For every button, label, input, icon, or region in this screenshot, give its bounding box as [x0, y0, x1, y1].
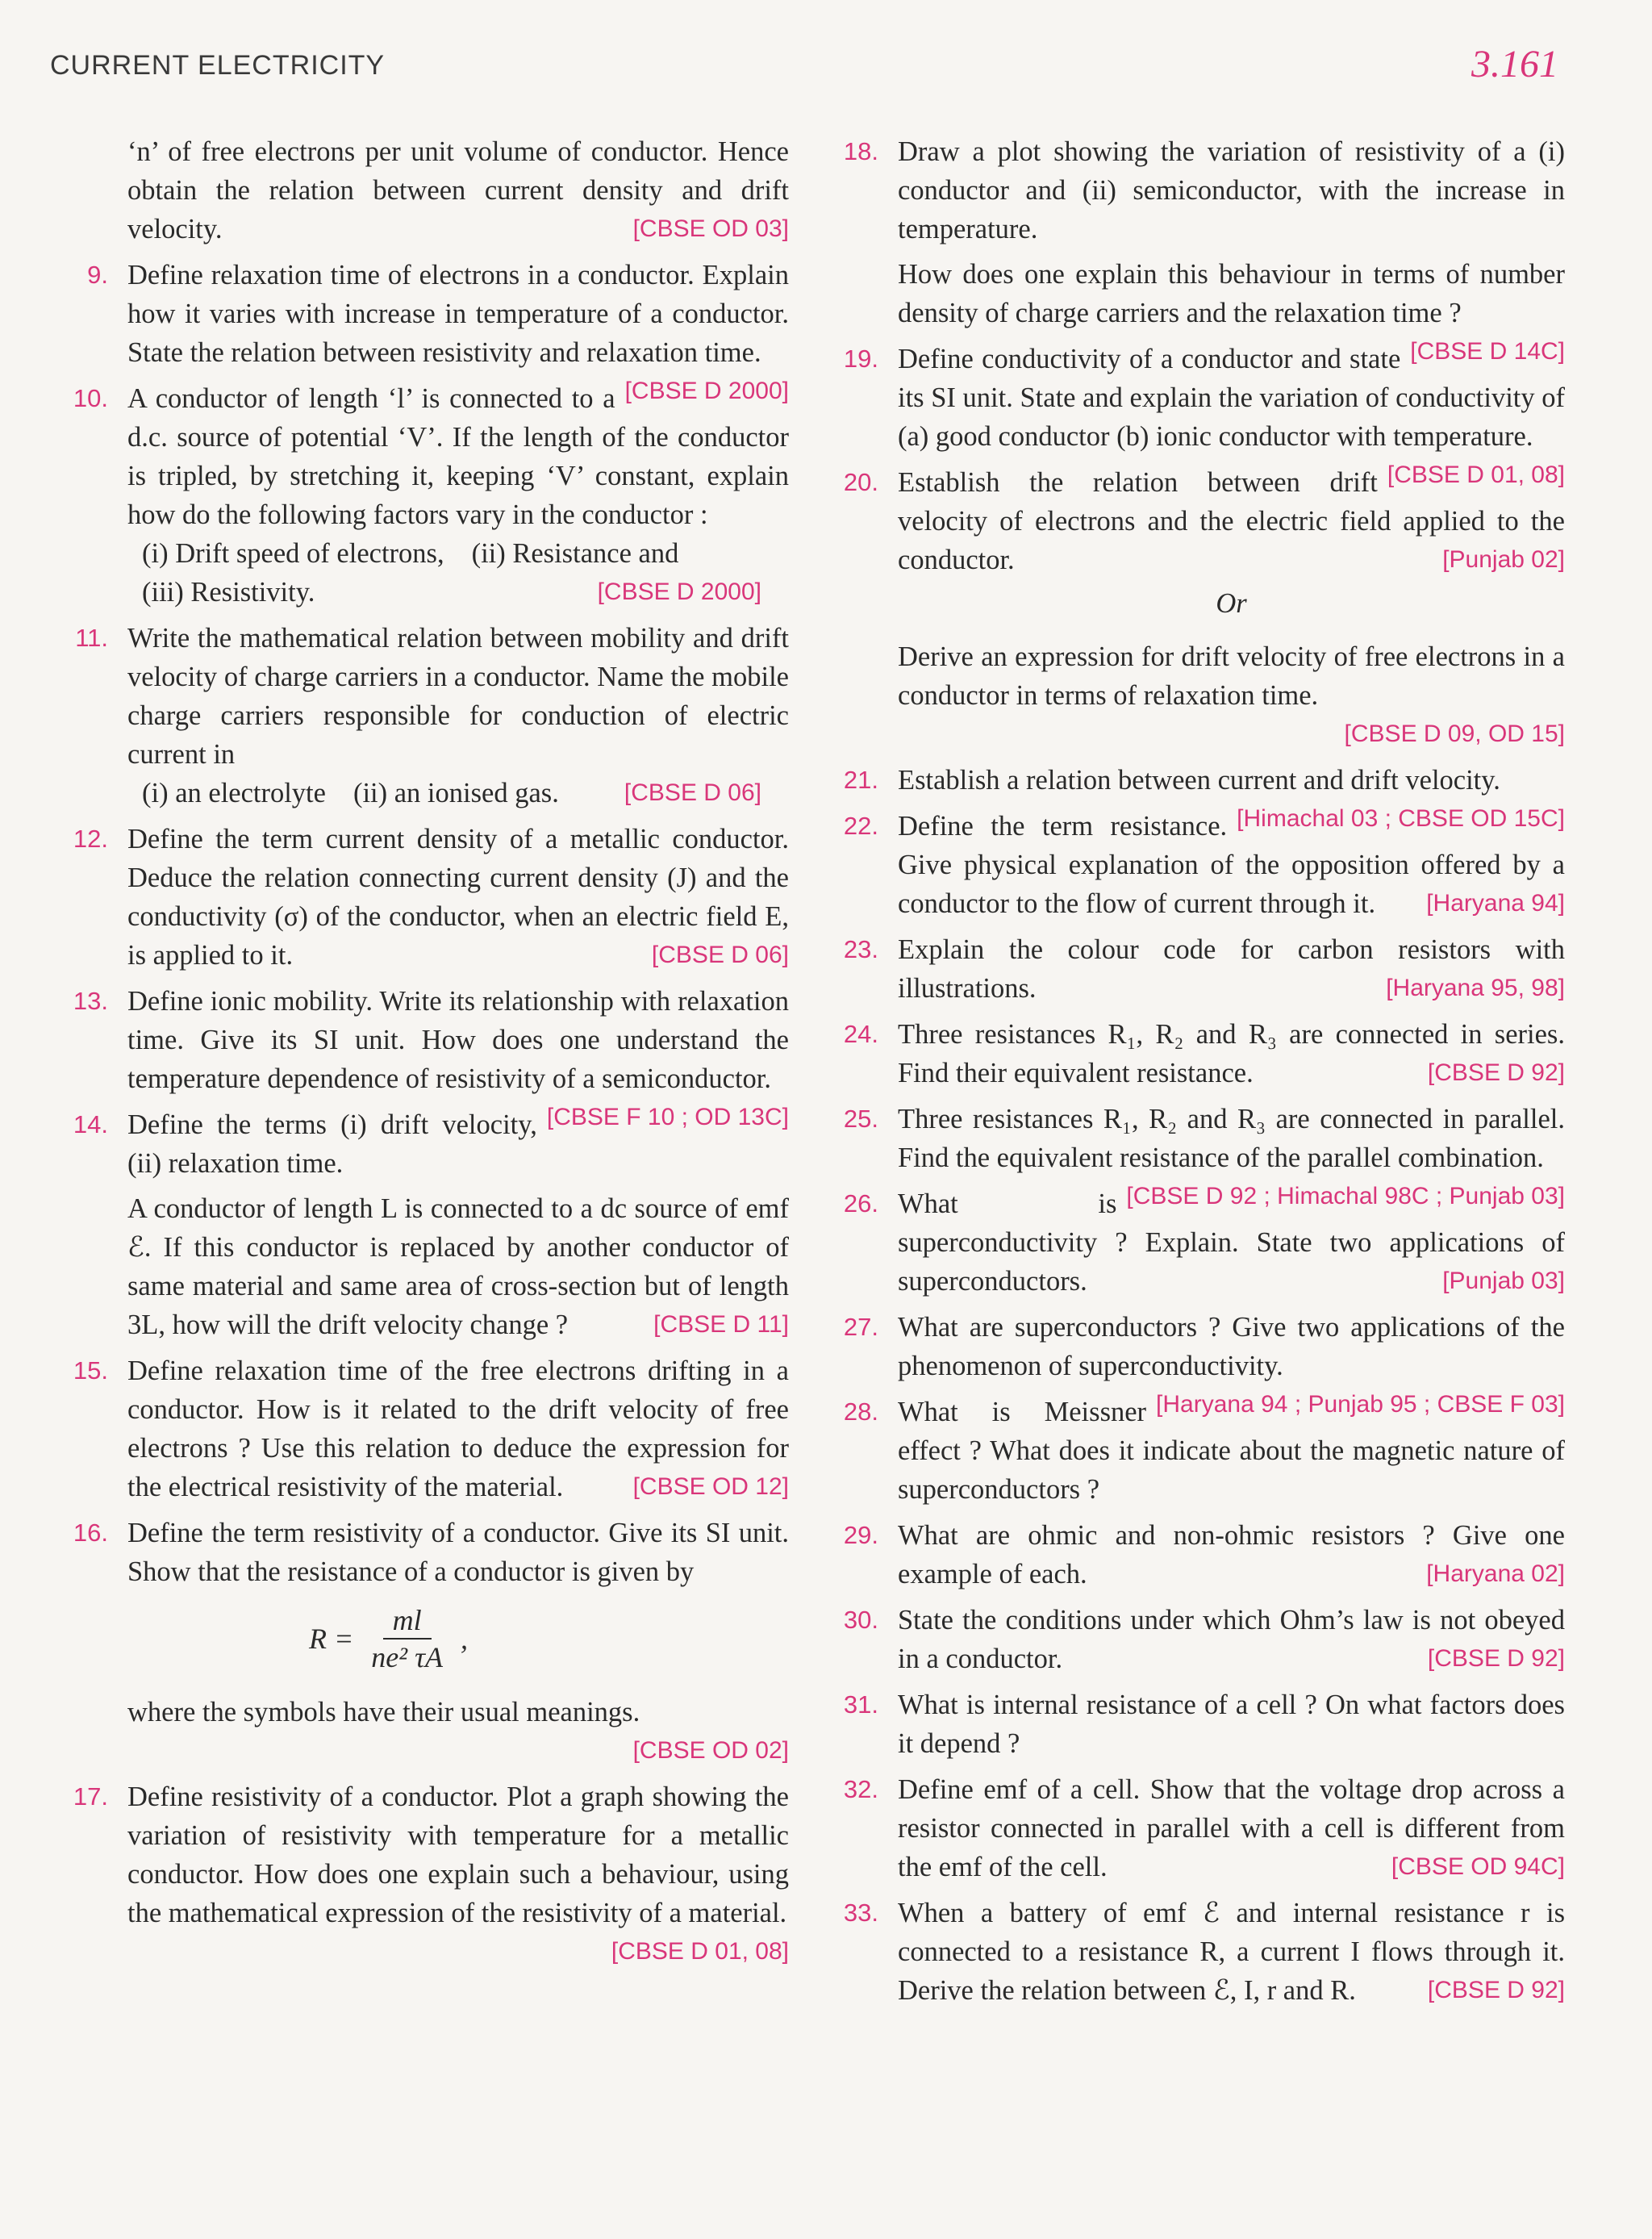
- question-number: 19.: [843, 345, 878, 373]
- question-number: 28.: [843, 1397, 878, 1426]
- source-reference: [CBSE D 01, 08]: [1387, 462, 1565, 488]
- or-separator: Or: [1216, 588, 1247, 619]
- question-text: Define the terms (i) drift velocity, (ii) relaxation time.: [127, 1109, 537, 1179]
- question-text: Define the term resistivity of a conductor. Give its SI unit. Show that the resistance of a conductor is given by: [127, 1518, 789, 1587]
- question-text: Establish the relation between drift velocity of electrons and the electric field applied to the conductor. [Punjab 02]: [898, 463, 1565, 579]
- question-text: ‘n’ of free electrons per unit volume of conductor. Hence obtain the relation between current density and drift velocity. [CBSE OD 03]: [127, 132, 789, 249]
- source-reference: [CBSE OD 02]: [632, 1737, 789, 1764]
- formula-tail: ,: [460, 1623, 468, 1655]
- source-reference: [CBSE D 06]: [651, 942, 789, 968]
- question-text: How does one explain this behaviour in terms of number density of charge carriers and the relaxation time ? [CBSE D 14C]: [898, 255, 1565, 332]
- question-item: [65, 820, 789, 975]
- page-number: 3.161: [1471, 43, 1558, 86]
- question-number: 30.: [843, 1606, 878, 1634]
- source-reference: [Haryana 94]: [1426, 890, 1565, 917]
- question-number: 15.: [73, 1356, 108, 1385]
- question-item: [835, 930, 1565, 1008]
- question-item: [835, 1516, 1565, 1594]
- question-item: [835, 1393, 1565, 1509]
- source-reference: [CBSE D 92]: [1427, 1059, 1565, 1086]
- question-text: Define relaxation time of the free electrons drifting in a conductor. How is it related to the drift velocity of free electrons ? Use this relation to deduce the expression for the electrical resistivity of the material. [CBSE OD 12]: [127, 1351, 789, 1506]
- source-reference: [CBSE OD 12]: [632, 1473, 789, 1500]
- question-text: Derive an expression for drift velocity of free electrons in a conductor in terms of relaxation time.: [898, 641, 1565, 711]
- question-text: Three resistances R₁, R₂ and R₃ are connected in parallel. Find the equivalent resistance of the parallel combination. [CBSE D 92 ; Himachal 98C ; Punjab 03]: [898, 1100, 1565, 1177]
- question-item: [65, 132, 789, 249]
- sub-item: (i) Drift speed of electrons,: [142, 538, 444, 569]
- question-number: 14.: [73, 1110, 108, 1138]
- question-number: 20.: [843, 468, 878, 496]
- sub-items: [127, 534, 789, 612]
- question-number: 22.: [843, 812, 878, 840]
- question-number: 26.: [843, 1189, 878, 1218]
- question-text: Define resistivity of a conductor. Plot a graph showing the variation of resistivity with temperature for a metallic conductor. How does one explain such a behaviour, using the mathematical expression of the resistivity of a material. [CBSE D 01, 08]: [127, 1777, 789, 1932]
- question-text: Define conductivity of a conductor and state its SI unit. State and explain the variation of conductivity of (a) good conductor (b) ionic conductor with temperature. [CBSE D 01, 08]: [898, 340, 1565, 456]
- source-reference: [Haryana 94 ; Punjab 95 ; CBSE F 03]: [1156, 1391, 1565, 1418]
- question-number: 9.: [87, 261, 108, 289]
- source-reference: [Himachal 03 ; CBSE OD 15C]: [1237, 805, 1565, 832]
- source-reference: [CBSE OD 94C]: [1391, 1853, 1565, 1880]
- question-text: What are ohmic and non-ohmic resistors ? Give one example of each. [Haryana 02]: [898, 1516, 1565, 1594]
- question-number: 12.: [73, 825, 108, 853]
- question-item: [65, 1777, 789, 1965]
- question-text: What is Meissner effect ? What does it indicate about the magnetic nature of superconductors ?: [898, 1397, 1565, 1505]
- question-text: State the conditions under which Ohm’s law is not obeyed in a conductor. [CBSE D 92]: [898, 1601, 1565, 1678]
- question-number: 10.: [73, 384, 108, 412]
- source-reference: [Punjab 02]: [1442, 546, 1565, 573]
- source-reference: [CBSE D 92]: [1427, 1977, 1565, 2003]
- question-text: A conductor of length ‘l’ is connected to a d.c. source of potential ‘V’. If the length of the conductor is tripled, by stretching it, keeping ‘V’ constant, explain how do the following factors vary in the conductor :: [127, 383, 789, 530]
- question-item: [835, 807, 1565, 923]
- question-text: What is internal resistance of a cell ? On what factors does it depend ?: [898, 1690, 1565, 1759]
- question-text: When a battery of emf ℰ and internal resistance r is connected to a resistance R, a current I flows through it. Derive the relation between ℰ, I, r and R. [CBSE D 92]: [898, 1894, 1565, 2010]
- source-reference: [Haryana 02]: [1426, 1560, 1565, 1587]
- question-item: [835, 1770, 1565, 1886]
- source-reference: [CBSE D 06]: [624, 779, 761, 806]
- source-reference: [CBSE OD 03]: [632, 215, 789, 242]
- question-text: Write the mathematical relation between mobility and drift velocity of charge carriers in a conductor. Name the mobile charge carriers responsible for conduction of electric current in: [127, 623, 789, 770]
- question-item: [835, 1184, 1565, 1301]
- question-number: 32.: [843, 1775, 878, 1803]
- question-text: Draw a plot showing the variation of resistivity of a (i) conductor and (ii) semiconductor, with the increase in temperature.: [898, 136, 1565, 244]
- formula: [127, 1602, 789, 1675]
- source-reference: [CBSE D 2000]: [597, 579, 761, 605]
- fraction: [361, 1602, 453, 1675]
- source-reference: [Haryana 95, 98]: [1386, 975, 1565, 1001]
- question-number: 17.: [73, 1782, 108, 1811]
- question-number: 33.: [843, 1899, 878, 1927]
- formula-lhs: R =: [309, 1623, 354, 1655]
- source-reference: [CBSE F 10 ; OD 13C]: [546, 1104, 789, 1130]
- fraction-numerator: ml: [383, 1602, 432, 1640]
- fraction-denominator: ne² τA: [371, 1641, 443, 1673]
- source-reference: [CBSE D 92 ; Himachal 98C ; Punjab 03]: [1126, 1183, 1565, 1209]
- question-item: [65, 1105, 789, 1344]
- question-number: 21.: [843, 766, 878, 794]
- question-text: Define the term resistance. Give physical explanation of the opposition offered by a conductor to the flow of current through it. [Haryana 94]: [898, 807, 1565, 923]
- question-text: What is superconductivity ? Explain. State two applications of superconductors. [Punjab 03]: [898, 1184, 1565, 1301]
- question-number: 13.: [73, 987, 108, 1015]
- question-number: 16.: [73, 1518, 108, 1547]
- sub-item: (ii) Resistance and: [471, 538, 679, 569]
- sub-item: (iii) Resistivity.: [142, 577, 315, 608]
- source-reference: [CBSE D 2000]: [624, 378, 789, 404]
- running-head: CURRENT ELECTRICITY: [50, 50, 386, 81]
- question-item: [835, 1601, 1565, 1678]
- question-text: A conductor of length L is connected to a dc source of emf ℰ. If this conductor is replaced by another conductor of same material and same area of cross-section but of length 3L, how will the drift velocity change ? [CBSE D 11]: [127, 1189, 789, 1344]
- sub-item: (ii) an ionised gas.: [353, 778, 559, 808]
- question-item: [835, 1686, 1565, 1763]
- question-text: Define emf of a cell. Show that the voltage drop across a resistor connected in parallel with a cell is different from the emf of the cell. [CBSE OD 94C]: [898, 1770, 1565, 1886]
- source-reference: [CBSE D 01, 08]: [611, 1938, 789, 1965]
- source-reference: [CBSE D 11]: [653, 1311, 789, 1338]
- question-item: [835, 1015, 1565, 1092]
- question-number: 23.: [843, 935, 878, 963]
- question-text: Explain the colour code for carbon resistors with illustrations. [Haryana 95, 98]: [898, 930, 1565, 1008]
- right-column: [835, 132, 1565, 2017]
- source-reference: [CBSE D 09, OD 15]: [1344, 721, 1565, 747]
- question-text: Define relaxation time of electrons in a conductor. Explain how it varies with increase in temperature of a conductor. State the relation between resistivity and relaxation time. [CBSE D 2000]: [127, 256, 789, 372]
- question-item: [65, 1514, 789, 1770]
- sub-items: [127, 774, 789, 812]
- question-item: [835, 463, 1565, 754]
- question-number: 25.: [843, 1105, 878, 1133]
- question-item: [835, 1894, 1565, 2010]
- source-reference: [Punjab 03]: [1442, 1268, 1565, 1294]
- question-number: 24.: [843, 1020, 878, 1048]
- question-text: Define ionic mobility. Write its relationship with relaxation time. Give its SI unit. How does one understand the temperature dependence of resistivity of a semiconductor. [CBSE F 10 ; OD 13C]: [127, 982, 789, 1098]
- question-text: Establish a relation between current and drift velocity. [Himachal 03 ; CBSE OD 15C]: [898, 761, 1565, 800]
- left-column: [65, 132, 789, 1971]
- question-item: [65, 1351, 789, 1506]
- question-text: where the symbols have their usual meanings.: [127, 1697, 640, 1727]
- question-item: [65, 379, 789, 612]
- question-number: 27.: [843, 1313, 878, 1341]
- question-number: 29.: [843, 1521, 878, 1549]
- question-item: [65, 619, 789, 812]
- question-text: What are superconductors ? Give two applications of the phenomenon of superconductivity. [Haryana 94 ; Punjab 95 ; CBSE F 03]: [898, 1308, 1565, 1385]
- source-reference: [CBSE D 14C]: [1410, 338, 1565, 365]
- question-text: Define the term current density of a metallic conductor. Deduce the relation connecting current density (J) and the conductivity (σ) of the conductor, when an electric field E, is applied to it. [CBSE D 06]: [127, 820, 789, 975]
- question-number: 18.: [843, 137, 878, 165]
- source-reference: [CBSE D 92]: [1427, 1645, 1565, 1672]
- question-number: 31.: [843, 1690, 878, 1719]
- question-number: 11.: [75, 624, 108, 652]
- question-text: Three resistances R₁, R₂ and R₃ are connected in series. Find their equivalent resistance. [CBSE D 92]: [898, 1015, 1565, 1092]
- sub-item: (i) an electrolyte: [142, 778, 326, 808]
